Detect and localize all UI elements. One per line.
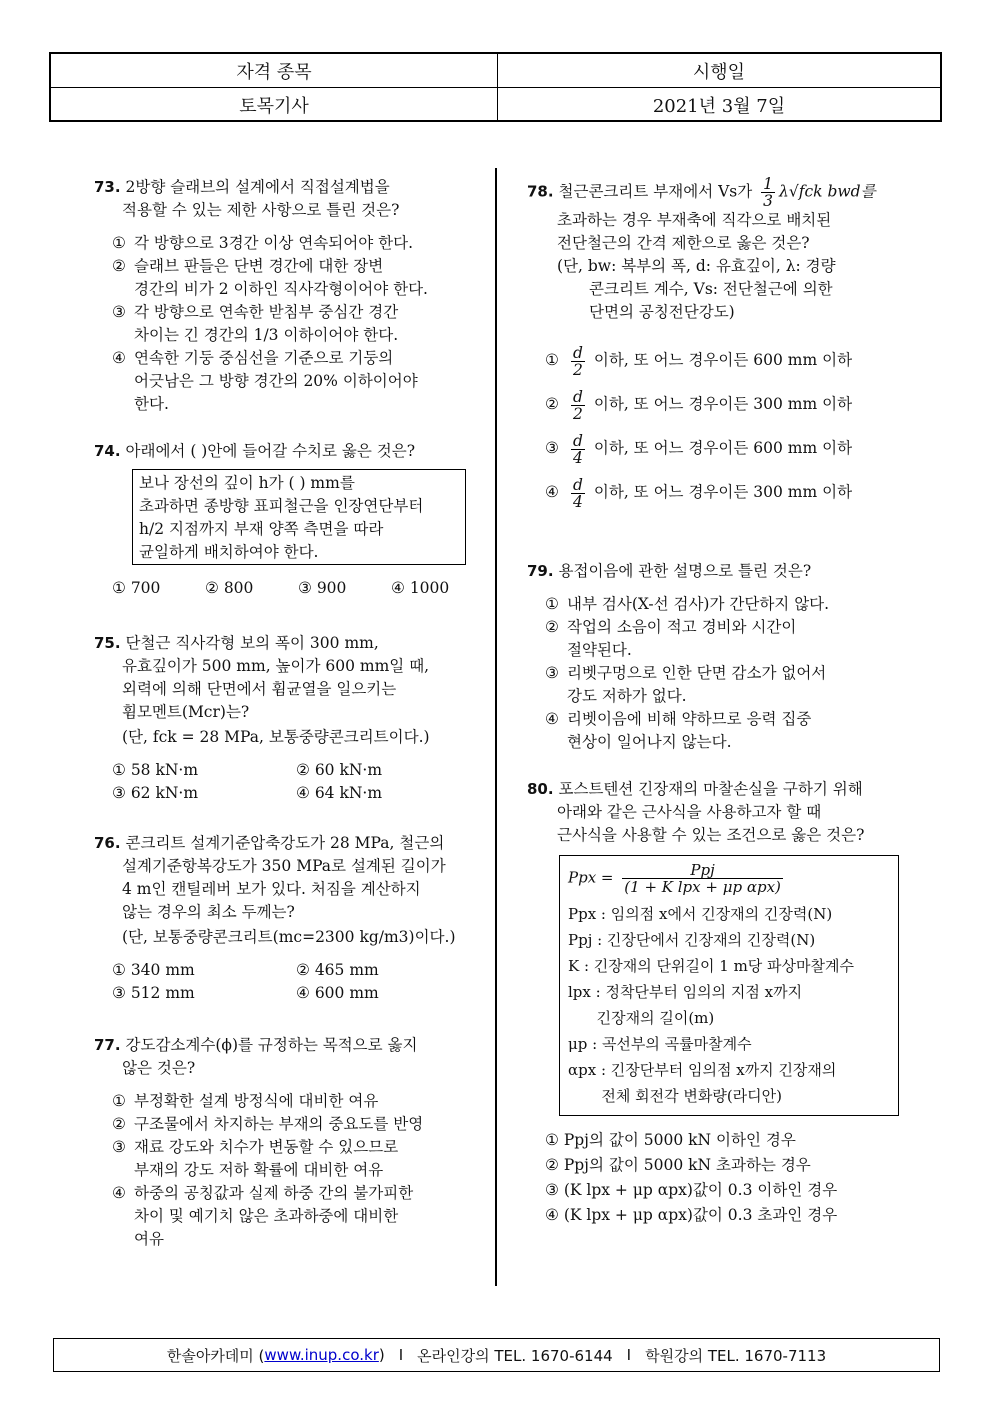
option-3[interactable]: ③ 512 mm bbox=[112, 984, 195, 1002]
question-stem-line: 적용할 수 있는 제한 사항으로 틀린 것은? bbox=[122, 201, 400, 219]
footer-offline-tel: 학원강의 TEL. 1670-7113 bbox=[645, 1346, 827, 1365]
footer-separator: I bbox=[626, 1346, 632, 1364]
question-73 bbox=[94, 176, 484, 416]
definition-line: lpx : 정착단부터 임의의 지점 x까지 bbox=[568, 983, 803, 1001]
header-col1-value: 토목기사 bbox=[51, 88, 498, 121]
question-stem-line: 근사식을 사용할 수 있는 조건으로 옳은 것은? bbox=[557, 826, 865, 844]
footer-website-link[interactable]: www.inup.co.kr bbox=[264, 1346, 379, 1364]
fraction-d-4: $\frac{d}{4}$ bbox=[573, 431, 583, 467]
option-1[interactable]: ① 340 mm bbox=[112, 961, 195, 979]
option-3-cont: 강도 저하가 없다. bbox=[567, 687, 687, 705]
option-2-cont: 경간의 비가 2 이하인 직사각형이어야 한다. bbox=[134, 280, 428, 298]
header-col2-title: 시행일 bbox=[692, 61, 746, 83]
question-condition: 단면의 공칭전단강도) bbox=[589, 303, 735, 321]
question-78 bbox=[527, 176, 907, 514]
option-3[interactable]: ③ (K lpx + μp αpx)값이 0.3 이하인 경우 bbox=[545, 1181, 838, 1199]
fraction-d-4: $\frac{d}{4}$ bbox=[573, 475, 583, 511]
question-stem-line: 아래에서 ( )안에 들어갈 수치로 옳은 것은? bbox=[125, 442, 416, 460]
option-1[interactable]: ① 부정확한 설계 방정식에 대비한 여유 bbox=[112, 1092, 379, 1110]
footer-paren: ) bbox=[378, 1346, 385, 1364]
question-75 bbox=[94, 632, 484, 805]
option-3[interactable]: ③ 900 bbox=[298, 579, 347, 597]
options-list bbox=[94, 959, 484, 1005]
option-1[interactable]: ① Ppj의 값이 5000 kN 이하인 경우 bbox=[545, 1131, 796, 1149]
question-stem-line: 포스트텐션 긴장재의 마찰손실을 구하기 위해 bbox=[558, 780, 863, 798]
question-76 bbox=[94, 832, 484, 1005]
option-3[interactable]: ③ $\frac{d}{4}$ 이하, 또 어느 경우이든 600 mm 이하 bbox=[545, 431, 853, 467]
options-list bbox=[527, 1128, 907, 1228]
question-stem-line: 단철근 직사각형 보의 폭이 300 mm, bbox=[125, 634, 379, 652]
question-number: 80. bbox=[527, 780, 554, 798]
option-4[interactable]: ④ 1000 bbox=[391, 579, 450, 597]
option-3[interactable]: ③ 62 kN·m bbox=[112, 784, 199, 802]
option-3[interactable]: ③ 재료 강도와 치수가 변동할 수 있으므로 bbox=[112, 1138, 399, 1156]
question-stem-line: 않는 경우의 최소 두께는? bbox=[122, 903, 295, 921]
question-stem-line: 초과하는 경우 부재축에 직각으로 배치된 bbox=[557, 211, 832, 229]
options-list bbox=[94, 577, 484, 600]
column-divider bbox=[495, 168, 497, 1286]
option-4[interactable]: ④ $\frac{d}{4}$ 이하, 또 어느 경우이든 300 mm 이하 bbox=[545, 475, 853, 511]
question-stem-line: 전단철근의 간격 제한으로 옳은 것은? bbox=[557, 234, 810, 252]
question-stem-line: 설계기준항복강도가 350 MPa로 설계된 길이가 bbox=[122, 857, 446, 875]
question-stem-line: 강도감소계수(ϕ)를 규정하는 목적으로 옳지 bbox=[125, 1036, 418, 1054]
question-80 bbox=[527, 778, 907, 1228]
footer-bar bbox=[53, 1338, 940, 1372]
formula bbox=[568, 862, 890, 901]
fraction-one-third: $\frac{1}{3}$ bbox=[763, 175, 774, 210]
option-2[interactable]: ② 구조물에서 차지하는 부재의 중요도를 반영 bbox=[112, 1115, 424, 1133]
option-4-cont: 여유 bbox=[134, 1230, 164, 1248]
option-3-cont: 차이는 긴 경간의 1/3 이하이어야 한다. bbox=[134, 326, 399, 344]
option-1[interactable]: ① 내부 검사(X-선 검사)가 간단하지 않다. bbox=[545, 595, 830, 613]
option-4[interactable]: ④ 64 kN·m bbox=[296, 784, 383, 802]
option-2[interactable]: ② 작업의 소음이 적고 경비와 시간이 bbox=[545, 618, 797, 636]
option-1[interactable]: ① 700 bbox=[112, 579, 161, 597]
option-1[interactable]: ① 각 방향으로 3경간 이상 연속되어야 한다. bbox=[112, 234, 413, 252]
question-number: 73. bbox=[94, 178, 121, 196]
box-line: 초과하면 종방향 표피철근을 인장연단부터 bbox=[139, 497, 424, 515]
option-1[interactable]: ① 58 kN·m bbox=[112, 761, 199, 779]
question-stem-line: 유효깊이가 500 mm, 높이가 600 mm일 때, bbox=[122, 657, 430, 675]
formula-box bbox=[559, 855, 899, 1116]
footer-academy: 한솔아카데미 ( bbox=[166, 1346, 265, 1365]
option-4-cont: 현상이 일어나지 않는다. bbox=[567, 733, 732, 751]
condition-box bbox=[132, 469, 466, 565]
question-condition: 콘크리트 계수, Vs: 전단철근에 의한 bbox=[589, 280, 833, 298]
definition-line: K : 긴장재의 단위길이 1 m당 파상마찰계수 bbox=[568, 957, 854, 975]
question-stem-line: 용접이음에 관한 설명으로 틀린 것은? bbox=[558, 562, 812, 580]
formula-fraction: $\frac{\text{Ppj}}{\text{(1 + K lpx + μp αpx)}}$ bbox=[624, 861, 781, 896]
header-col2-value: 2021년 3월 7일 bbox=[652, 95, 786, 117]
option-4-cont: 어긋남은 그 방향 경간의 20% 이하이어야 bbox=[134, 372, 418, 390]
option-4[interactable]: ④ 600 mm bbox=[296, 984, 379, 1002]
question-stem-line: 않은 것은? bbox=[122, 1059, 196, 1077]
definition-line: μp : 곡선부의 곡률마찰계수 bbox=[568, 1035, 752, 1053]
definition-line: 전체 회전각 변화량(라디안) bbox=[568, 1087, 783, 1105]
option-2[interactable]: ② $\frac{d}{2}$ 이하, 또 어느 경우이든 300 mm 이하 bbox=[545, 387, 853, 423]
option-2[interactable]: ② 슬래브 판들은 단변 경간에 대한 장변 bbox=[112, 257, 384, 275]
definition-line: Ppj : 긴장단에서 긴장재의 긴장력(N) bbox=[568, 931, 816, 949]
question-stem-line: 외력에 의해 단면에서 휨균열을 일으키는 bbox=[122, 680, 397, 698]
option-3[interactable]: ③ 리벳구멍으로 인한 단면 감소가 없어서 bbox=[545, 664, 827, 682]
option-2[interactable]: ② 465 mm bbox=[296, 961, 379, 979]
definition-line: Ppx : 임의점 x에서 긴장재의 긴장력(N) bbox=[568, 905, 833, 923]
formula-lhs: Ppx = bbox=[568, 868, 614, 887]
option-4[interactable]: ④ (K lpx + μp αpx)값이 0.3 초과인 경우 bbox=[545, 1206, 838, 1224]
header-row-values bbox=[51, 88, 940, 121]
question-stem-expr: λ√fck bwd를 bbox=[779, 182, 876, 201]
header-table bbox=[49, 52, 942, 122]
option-3-cont: 부재의 강도 저하 확률에 대비한 여유 bbox=[134, 1161, 384, 1179]
option-4[interactable]: ④ 연속한 기둥 중심선을 기준으로 기둥의 bbox=[112, 349, 394, 367]
question-number: 77. bbox=[94, 1036, 121, 1054]
question-77 bbox=[94, 1034, 484, 1251]
question-stem-line: 철근콘크리트 부재에서 Vs가 bbox=[558, 182, 753, 201]
question-condition: (단, fck = 28 MPa, 보통중량콘크리트이다.) bbox=[122, 728, 430, 746]
option-1[interactable]: ① $\frac{d}{2}$ 이하, 또 어느 경우이든 600 mm 이하 bbox=[545, 343, 853, 379]
fraction-d-2: $\frac{d}{2}$ bbox=[573, 343, 583, 379]
question-stem-line: 휨모멘트(Mcr)는? bbox=[122, 703, 250, 721]
box-line: 보나 장선의 깊이 h가 ( ) mm를 bbox=[139, 474, 355, 492]
footer-separator: I bbox=[398, 1346, 404, 1364]
question-number: 76. bbox=[94, 834, 121, 852]
question-condition: (단, 보통중량콘크리트(mc=2300 kg/m3)이다.) bbox=[122, 928, 456, 946]
options-list bbox=[94, 232, 484, 416]
option-4[interactable]: ④ 리벳이음에 비해 약하므로 응력 집중 bbox=[545, 710, 812, 728]
options-list bbox=[527, 593, 907, 754]
question-stem-line: 4 m인 캔틸레버 보가 있다. 처짐을 계산하지 bbox=[122, 880, 421, 898]
option-4-cont: 차이 및 예기치 않은 초과하중에 대비한 bbox=[134, 1207, 399, 1225]
options-list bbox=[94, 759, 484, 805]
question-number: 79. bbox=[527, 562, 554, 580]
question-stem-line: 2방향 슬래브의 설계에서 직접설계법을 bbox=[125, 178, 390, 196]
question-stem-line: 콘크리트 설계기준압축강도가 28 MPa, 철근의 bbox=[125, 834, 445, 852]
header-row-titles bbox=[51, 54, 940, 88]
definition-line: αpx : 긴장단부터 임의점 x까지 긴장재의 bbox=[568, 1061, 837, 1079]
question-number: 78. bbox=[527, 182, 554, 201]
fraction-d-2: $\frac{d}{2}$ bbox=[573, 387, 583, 423]
option-2[interactable]: ② 60 kN·m bbox=[296, 761, 383, 779]
question-condition: (단, bw: 복부의 폭, d: 유효깊이, λ: 경량 bbox=[557, 257, 836, 275]
question-number: 74. bbox=[94, 442, 121, 460]
options-list bbox=[94, 1090, 484, 1251]
option-2[interactable]: ② 800 bbox=[205, 579, 254, 597]
options-list bbox=[527, 338, 907, 514]
definition-line: 긴장재의 길이(m) bbox=[568, 1009, 715, 1027]
option-2[interactable]: ② Ppj의 값이 5000 kN 초과하는 경우 bbox=[545, 1156, 811, 1174]
option-3[interactable]: ③ 각 방향으로 연속한 받침부 중심간 경간 bbox=[112, 303, 399, 321]
question-79 bbox=[527, 560, 907, 754]
question-74 bbox=[94, 440, 484, 600]
box-line: 균일하게 배치하여야 한다. bbox=[139, 543, 319, 561]
option-2-cont: 절약된다. bbox=[567, 641, 632, 659]
box-line: h/2 지점까지 부재 양쪽 측면을 따라 bbox=[139, 520, 384, 538]
header-col1-title: 자격 종목 bbox=[51, 54, 498, 87]
option-4[interactable]: ④ 하중의 공칭값과 실제 하중 간의 불가피한 bbox=[112, 1184, 414, 1202]
option-4-cont: 한다. bbox=[134, 395, 169, 413]
footer-online-tel: 온라인강의 TEL. 1670-6144 bbox=[417, 1346, 613, 1365]
question-number: 75. bbox=[94, 634, 121, 652]
question-stem-line: 아래와 같은 근사식을 사용하고자 할 때 bbox=[557, 803, 822, 821]
